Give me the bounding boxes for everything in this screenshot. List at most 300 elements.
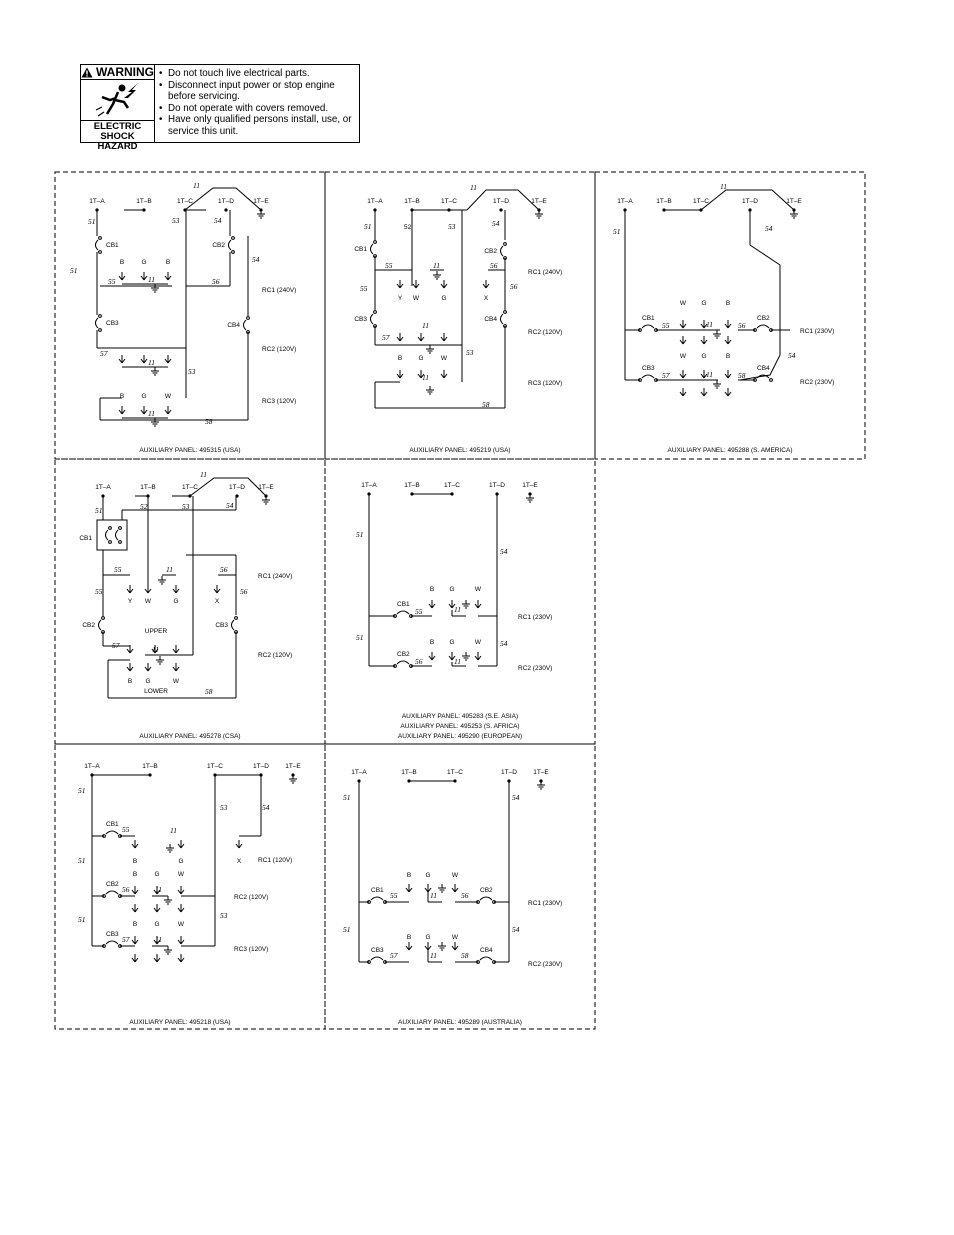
breaker-label: CB1 xyxy=(106,821,119,828)
ground-icon xyxy=(426,386,434,394)
pin-label: G xyxy=(441,295,447,302)
wire-number: 55 xyxy=(108,277,116,286)
panel-frame xyxy=(55,459,325,744)
wire-number: 51 xyxy=(343,793,351,802)
pin-label: Y xyxy=(127,598,133,605)
lower-label: LOWER xyxy=(144,688,168,695)
panel-495289 xyxy=(343,769,562,1026)
pin-label: G xyxy=(154,921,160,928)
terminal-label: 1T–D xyxy=(218,198,234,205)
panel-frame xyxy=(595,172,865,459)
wire-number: 58 xyxy=(461,951,469,960)
terminal-label: 1T–D xyxy=(742,198,758,205)
circuit-breaker-icon xyxy=(639,375,658,381)
breaker-label: CB2 xyxy=(106,881,119,888)
pin-label: G xyxy=(449,586,455,593)
wire-number: 55 xyxy=(360,284,368,293)
receptacle-pin-icon xyxy=(452,942,458,950)
receptacle-label: RC1 (230V) xyxy=(518,614,553,621)
receptacle-pin-icon xyxy=(680,320,686,328)
breaker-contact xyxy=(109,541,112,544)
panel-frame xyxy=(55,172,325,459)
wire-number: 57 xyxy=(122,935,130,944)
receptacle-pin-icon xyxy=(132,840,138,848)
receptacle-label: RC2 (120V) xyxy=(528,329,563,336)
receptacle-pin-icon xyxy=(725,388,731,396)
pin-label: G xyxy=(141,393,147,400)
pin-label: W xyxy=(451,872,459,879)
pin-label: B xyxy=(406,872,412,879)
wire-number: 55 xyxy=(114,565,122,574)
wire xyxy=(740,210,780,380)
wire-number: 56 xyxy=(490,261,498,270)
breaker-arc xyxy=(480,957,492,960)
receptacle-pin-icon xyxy=(119,355,125,363)
circuit-breaker-icon xyxy=(754,325,773,331)
wire-number: 11 xyxy=(430,891,437,900)
ground-icon xyxy=(537,781,545,789)
breaker-arc xyxy=(106,831,118,834)
breaker-arc xyxy=(501,314,504,324)
wire-number: 57 xyxy=(112,641,120,650)
hazard-line-1: ELECTRIC xyxy=(93,121,142,132)
wire-number: 51 xyxy=(78,915,86,924)
pin-label: W xyxy=(474,586,482,593)
pin-label: G xyxy=(701,300,707,307)
breaker-label: CB1 xyxy=(106,242,119,249)
panel-caption: AUXILIARY PANEL: 495219 (USA) xyxy=(409,447,511,454)
receptacle-pin-icon xyxy=(725,320,731,328)
ground-icon xyxy=(438,942,446,950)
receptacle-pin-icon xyxy=(397,280,403,288)
breaker-arc xyxy=(642,325,654,328)
circuit-breaker-icon xyxy=(244,317,250,334)
receptacle-pin-icon xyxy=(178,840,184,848)
pin-label: W xyxy=(679,353,687,360)
panel-caption: AUXILIARY PANEL: 495288 (S. AMERICA) xyxy=(667,447,793,454)
breaker-label: CB3 xyxy=(642,365,655,372)
breaker-contact xyxy=(102,617,105,620)
breaker-label: CB2 xyxy=(484,248,497,255)
circuit-breaker-icon xyxy=(501,311,507,328)
receptacle-label: RC2 (120V) xyxy=(234,894,269,901)
terminal-label: 1T–C xyxy=(447,769,463,776)
pin-label: W xyxy=(412,295,420,302)
receptacle-pin-icon xyxy=(178,886,184,894)
breaker-contact xyxy=(119,527,122,530)
hazard-line-2: SHOCK HAZARD xyxy=(97,131,138,152)
wire-number: 58 xyxy=(482,400,490,409)
wire-number: 11 xyxy=(433,261,440,270)
breaker-contact xyxy=(770,379,773,382)
ground-icon xyxy=(158,576,166,584)
circuit-breaker-icon xyxy=(371,311,377,328)
pin-label: B xyxy=(119,393,125,400)
receptacle-pin-icon xyxy=(132,936,138,944)
ground-icon xyxy=(151,367,159,375)
receptacle-pin-icon xyxy=(413,280,419,288)
breaker-label: CB1 xyxy=(642,315,655,322)
pin-label: B xyxy=(132,858,138,865)
breaker-arc xyxy=(397,611,409,614)
wire-number: 54 xyxy=(788,351,796,360)
circuit-breaker-icon xyxy=(99,617,105,634)
receptacle-pin-icon xyxy=(483,280,489,288)
breaker-arc xyxy=(229,240,232,250)
pin-label: G xyxy=(449,639,455,646)
wire-number: 11 xyxy=(148,275,155,284)
terminal-label: 1T–D xyxy=(253,763,269,770)
terminal-label: 1T–E xyxy=(533,769,549,776)
wire-number: 11 xyxy=(152,645,159,654)
breaker-label: CB2 xyxy=(212,242,225,249)
wire-number: 54 xyxy=(765,224,773,233)
breaker-label: CB1 xyxy=(354,246,367,253)
circuit-breaker-icon xyxy=(639,325,658,331)
receptacle-pin-icon xyxy=(141,272,147,280)
ground-icon xyxy=(462,652,470,660)
wire-number: 51 xyxy=(364,222,372,231)
breaker-contact xyxy=(235,617,238,620)
receptacle-label: RC2 (120V) xyxy=(262,346,297,353)
pin-label: B xyxy=(119,259,125,266)
terminal-label: 1T–C xyxy=(182,484,198,491)
breaker-arc xyxy=(106,941,118,944)
wire-number: 11 xyxy=(166,565,173,574)
receptacle-pin-icon xyxy=(145,663,151,671)
wire-number: 54 xyxy=(512,793,520,802)
wire-number: 58 xyxy=(205,687,213,696)
ground-icon xyxy=(438,884,446,892)
panel-caption: AUXILIARY PANEL: 495289 (AUSTRALIA) xyxy=(398,1019,522,1026)
pin-label: W xyxy=(451,934,459,941)
wire-number: 55 xyxy=(122,825,130,834)
wire-number: 11 xyxy=(193,181,200,190)
receptacle-pin-icon xyxy=(441,333,447,341)
pin-label: G xyxy=(425,934,431,941)
wire-number: 53 xyxy=(188,367,196,376)
ground-icon xyxy=(151,418,159,426)
breaker-contact xyxy=(504,311,507,314)
wire-number: 54 xyxy=(492,219,500,228)
receptacle-pin-icon xyxy=(154,904,160,912)
wire-number: 56 xyxy=(122,885,130,894)
receptacle-pin-icon xyxy=(475,600,481,608)
breaker-label: CB3 xyxy=(215,622,228,629)
breaker-label: CB2 xyxy=(480,887,493,894)
receptacle-pin-icon xyxy=(173,585,179,593)
breaker-contact xyxy=(374,241,377,244)
receptacle-pin-icon xyxy=(397,333,403,341)
terminal-label: 1T–A xyxy=(361,482,377,489)
wire-number: 11 xyxy=(148,409,155,418)
wire-number: 52 xyxy=(404,224,412,231)
circuit-breaker-icon xyxy=(394,661,413,667)
breaker-arc xyxy=(371,244,374,254)
wire-number: 51 xyxy=(78,856,86,865)
wire-number: 11 xyxy=(706,320,713,329)
breaker-arc xyxy=(244,320,247,330)
receptacle-pin-icon xyxy=(173,663,179,671)
receptacle-pin-icon xyxy=(127,663,133,671)
breaker-contact xyxy=(504,243,507,246)
circuit-breaker-icon xyxy=(477,897,496,903)
terminal-label: 1T–D xyxy=(229,484,245,491)
ground-icon xyxy=(156,656,164,664)
wire-number: 11 xyxy=(170,826,177,835)
panel-caption: AUXILIARY PANEL: 495253 (S. AFRICA) xyxy=(400,723,520,730)
breaker-label: CB2 xyxy=(82,622,95,629)
wire-number: 55 xyxy=(662,321,670,330)
wire-number: 58 xyxy=(738,371,746,380)
wire-number: 51 xyxy=(613,227,621,236)
breaker-arc xyxy=(116,530,119,540)
ground-icon xyxy=(526,494,534,502)
wire-number: 51 xyxy=(70,266,78,275)
warning-bullet: • Disconnect input power or stop engine before servicing. xyxy=(159,80,359,103)
circuit-breaker-icon xyxy=(477,957,496,963)
wire-number: 53 xyxy=(172,216,180,225)
breaker-label: CB4 xyxy=(227,322,240,329)
pin-label: X xyxy=(214,598,220,605)
pin-label: X xyxy=(236,858,242,865)
junction-dot xyxy=(499,208,502,211)
breaker-contact xyxy=(99,315,102,318)
wire-number: 11 xyxy=(470,183,477,192)
junction-dot xyxy=(224,208,227,211)
wire-number: 58 xyxy=(205,417,213,426)
receptacle-label: RC1 (230V) xyxy=(800,328,835,335)
terminal-label: 1T–A xyxy=(367,198,383,205)
breaker-label: CB1 xyxy=(371,887,384,894)
pin-label: B xyxy=(725,353,731,360)
warning-bullet: • Do not operate with covers removed. xyxy=(159,103,359,115)
breaker-label: CB2 xyxy=(397,651,410,658)
wire-number: 54 xyxy=(512,925,520,934)
breaker-contact xyxy=(99,329,102,332)
receptacle-pin-icon xyxy=(141,355,147,363)
receptacle-pin-icon xyxy=(406,884,412,892)
receptacle-pin-icon xyxy=(680,370,686,378)
wire-number: 51 xyxy=(356,530,364,539)
wire-number: 11 xyxy=(454,657,461,666)
wire xyxy=(190,478,266,496)
breaker-arc xyxy=(371,314,374,324)
receptacle-pin-icon xyxy=(214,585,220,593)
pin-label: G xyxy=(178,858,184,865)
terminal-label: 1T–E xyxy=(531,198,547,205)
wire-number: 55 xyxy=(390,891,398,900)
breaker-contact xyxy=(247,317,250,320)
wire-number: 11 xyxy=(454,605,461,614)
panel-caption: AUXILIARY PANEL: 495290 (EUROPEAN) xyxy=(397,733,523,740)
terminal-label: 1T–C xyxy=(207,763,223,770)
receptacle-pin-icon xyxy=(132,904,138,912)
wire-number: 53 xyxy=(466,348,474,357)
ground-icon xyxy=(166,844,174,852)
wire-number: 51 xyxy=(95,506,103,515)
panel-frame xyxy=(325,744,595,1029)
receptacle-pin-icon xyxy=(429,600,435,608)
receptacle-pin-icon xyxy=(165,406,171,414)
terminal-label: 1T–C xyxy=(693,198,709,205)
panel-495219 xyxy=(354,183,562,454)
wire-number: 11 xyxy=(155,885,162,894)
ground-icon xyxy=(289,775,297,783)
wire-number: 56 xyxy=(220,565,228,574)
warning-bullet: • Have only qualified persons install, use, or service this unit. xyxy=(159,114,359,137)
pin-label: B xyxy=(165,259,171,266)
receptacle-pin-icon xyxy=(418,333,424,341)
pin-label: G xyxy=(418,355,424,362)
breaker-arc xyxy=(106,891,118,894)
wire-number: 56 xyxy=(240,587,248,596)
receptacle-pin-icon xyxy=(165,272,171,280)
pin-label: G xyxy=(701,353,707,360)
terminal-label: 1T–A xyxy=(95,484,111,491)
pin-label: G xyxy=(425,872,431,879)
receptacle-pin-icon xyxy=(236,840,242,848)
pin-label: W xyxy=(164,393,172,400)
receptacle-pin-icon xyxy=(475,652,481,660)
pin-label: W xyxy=(144,598,152,605)
panel-495315 xyxy=(70,181,296,454)
breaker-contact xyxy=(109,527,112,530)
breaker-label: CB4 xyxy=(484,316,497,323)
panel-frame xyxy=(325,459,595,744)
receptacle-pin-icon xyxy=(119,272,125,280)
wire-number: 11 xyxy=(430,951,437,960)
wire-number: 56 xyxy=(461,891,469,900)
receptacle-pin-icon xyxy=(406,942,412,950)
receptacle-label: RC2 (230V) xyxy=(518,665,553,672)
terminal-label: 1T–E xyxy=(253,198,269,205)
wire-number: 54 xyxy=(500,639,508,648)
terminal-label: 1T–D xyxy=(489,482,505,489)
receptacle-pin-icon xyxy=(397,370,403,378)
pin-label: W xyxy=(679,300,687,307)
circuit-breaker-icon xyxy=(371,241,377,258)
panel-495283 xyxy=(356,482,552,740)
ground-icon xyxy=(433,271,441,279)
wire-number: 11 xyxy=(155,935,162,944)
breaker-arc xyxy=(232,620,235,630)
receptacle-pin-icon xyxy=(141,406,147,414)
receptacle-pin-icon xyxy=(725,336,731,344)
receptacle-pin-icon xyxy=(178,954,184,962)
receptacle-pin-icon xyxy=(119,406,125,414)
breaker-label: CB3 xyxy=(354,316,367,323)
breaker-arc xyxy=(99,620,102,630)
wire-number: 56 xyxy=(738,321,746,330)
ground-icon xyxy=(713,380,721,388)
terminal-label: 1T–B xyxy=(656,198,672,205)
terminal-label: 1T–E xyxy=(786,198,802,205)
pin-label: G xyxy=(154,871,160,878)
wire-number: 51 xyxy=(78,786,86,795)
ground-icon xyxy=(262,496,270,504)
wire-number: 53 xyxy=(220,803,228,812)
receptacle-pin-icon xyxy=(725,370,731,378)
terminal-label: 1T–C xyxy=(441,198,457,205)
receptacle-pin-icon xyxy=(132,954,138,962)
receptacle-pin-icon xyxy=(145,585,151,593)
receptacle-label: RC3 (120V) xyxy=(262,398,297,405)
panel-caption: AUXILIARY PANEL: 495283 (S.E. ASIA) xyxy=(401,713,519,720)
terminal-label: 1T–E xyxy=(285,763,301,770)
receptacle-pin-icon xyxy=(165,355,171,363)
receptacle-pin-icon xyxy=(452,884,458,892)
receptacle-pin-icon xyxy=(441,370,447,378)
receptacle-pin-icon xyxy=(680,336,686,344)
wire-number: 52 xyxy=(140,502,148,511)
terminal-label: 1T–E xyxy=(258,484,274,491)
wire-number: 57 xyxy=(662,371,670,380)
terminal-label: 1T–A xyxy=(84,763,100,770)
breaker-contact xyxy=(232,237,235,240)
terminal-label: 1T–A xyxy=(351,769,367,776)
receptacle-pin-icon xyxy=(429,652,435,660)
receptacle-pin-icon xyxy=(680,388,686,396)
breaker-label: CB1 xyxy=(79,535,92,542)
warning-bullet: • Do not touch live electrical parts. xyxy=(159,68,359,80)
wire-number: 54 xyxy=(500,547,508,556)
breaker-arc xyxy=(480,897,492,900)
breaker-label: CB4 xyxy=(757,365,770,372)
wire-number: 53 xyxy=(182,502,190,511)
circuit-breaker-icon xyxy=(394,611,413,617)
wire-number: 11 xyxy=(200,470,207,479)
wire-number: 57 xyxy=(100,349,108,358)
receptacle-label: RC1 (120V) xyxy=(258,857,293,864)
panel-caption: AUXILIARY PANEL: 495278 (CSA) xyxy=(139,733,241,740)
panel-495288 xyxy=(613,182,834,454)
wire-number: 55 xyxy=(415,607,423,616)
wire-number: 56 xyxy=(415,657,423,666)
circuit-breaker-icon xyxy=(368,897,387,903)
pin-label: W xyxy=(177,921,185,928)
receptacle-pin-icon xyxy=(441,280,447,288)
receptacle-pin-icon xyxy=(178,936,184,944)
receptacle-label: RC1 (240V) xyxy=(262,287,297,294)
pin-label: B xyxy=(429,639,435,646)
receptacle-pin-icon xyxy=(701,336,707,344)
circuit-breaker-icon xyxy=(103,831,122,837)
panel-495218 xyxy=(78,763,301,1026)
wire-number: 11 xyxy=(422,321,429,330)
circuit-breaker-icon xyxy=(96,315,102,332)
wire-number: 51 xyxy=(356,633,364,642)
wire-number: 56 xyxy=(510,282,518,291)
wire-number: 55 xyxy=(385,261,393,270)
terminal-label: 1T–B xyxy=(404,198,420,205)
breaker-box xyxy=(97,520,127,550)
breaker-contact xyxy=(374,311,377,314)
wire-number: 11 xyxy=(148,358,155,367)
upper-label: UPPER xyxy=(144,628,168,635)
breaker-arc xyxy=(96,240,99,250)
pin-label: B xyxy=(725,300,731,307)
panel-495278 xyxy=(79,470,292,740)
panel-grid xyxy=(55,172,865,1029)
breaker-arc xyxy=(501,246,504,256)
terminal-label: 1T–D xyxy=(501,769,517,776)
terminal-label: 1T–D xyxy=(493,198,509,205)
ground-icon xyxy=(462,600,470,608)
ground-icon xyxy=(164,946,172,954)
breaker-arc xyxy=(371,957,383,960)
breaker-arc xyxy=(757,325,769,328)
